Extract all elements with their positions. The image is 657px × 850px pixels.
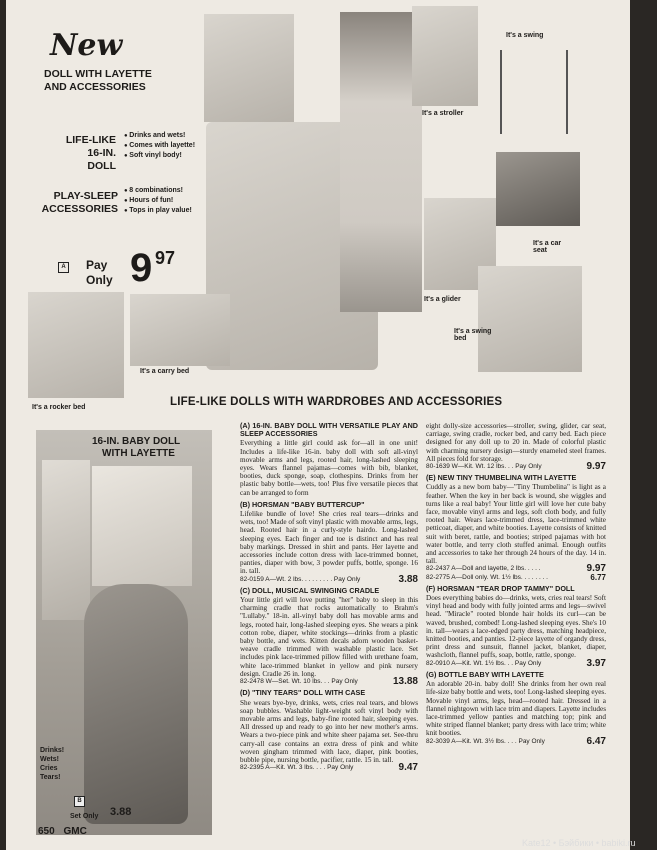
caption-car-seat: It's a car seat	[533, 240, 562, 254]
playsleep-bullets	[124, 186, 192, 216]
item-heading: (F) HORSMAN "TEAR DROP TAMMY" DOLL	[426, 583, 575, 593]
item-description: Lifelike bundle of love! She cries real tears—drinks and wets, too! Made of soft vinyl plastic with movable arms, legs, head. Rooted hair in a curly-style hairdo. Long-lashed sleeping eyes. Each finger and toe is distinct and has real baby markings. Dressed in shirt and pants. Her layette and accessories include cotton dress with lace-trimmed bonnet, panties, diaper with bow, 3 powder puffs, bottle, sponge. 16 in. tall.	[240, 510, 418, 576]
item-price-line	[240, 678, 418, 686]
price-cents: 97	[155, 248, 176, 268]
lifelike-bullets	[124, 131, 195, 161]
set-only-label: Set Only	[70, 813, 99, 820]
item-price-line	[240, 573, 418, 585]
carry-bed-photo	[130, 294, 230, 366]
item-f	[426, 585, 606, 668]
bullet: ● Hours of fun!	[124, 196, 192, 206]
item-c	[240, 587, 418, 686]
order-number: 82-2775 A—Doll only. Wt. 1½ lbs. . . . . . . .	[426, 573, 548, 581]
item-price-line	[426, 463, 606, 471]
item-description: She wears bye-bye, drinks, wets, cries real tears, and blows soap bubbles. Washable light-weight soft vinyl body with movable arms and legs, baby-fine rooted hair, sleeping eyes. All dressed up and ready to go into her new mother's arms. Wears a two-piece pink and white sheer pajama set. See-thru carry-all case contains an extra dress of pink and white woven gingham trimmed with lace, diaper, pink booties, bubble pipe, nursing bottle, pacifier, rattle. 15 in. tall.	[240, 698, 418, 764]
playsleep-label-line2: ACCESSORIES	[41, 203, 118, 215]
item-heading: (D) "TINY TEARS" DOLL WITH CASE	[240, 688, 366, 698]
item-description: An adorable 20-in. baby doll! She drinks from her own real life-size baby bottle and wets, too! Long-lashed sleeping eyes. Movable vinyl arms, legs, head—rooted hair. Dressed in a flannel nightgown with lace trim and diapers. Layette includes lace-trimmed yellow panties and matching top; pink and white striped flannel blanket; party dress with lace trim; white knit booties.	[426, 680, 606, 738]
layette-items-photo	[204, 14, 294, 122]
item-heading: (A) 16-IN. BABY DOLL WITH VERSATILE PLAY AND SLEEP ACCESSORIES	[240, 421, 418, 439]
item-badge-b: B	[74, 796, 85, 807]
car-seat-photo	[496, 152, 580, 226]
item-a-continued	[426, 422, 606, 471]
item-price: 9.97	[586, 461, 606, 473]
lifelike-label	[60, 134, 116, 173]
page-number: 650	[38, 826, 55, 837]
pay-text: Pay	[86, 258, 108, 272]
item-description: eight dolly-size accessories—stroller, swing, glider, car seat, carriage, swing cradle, rocker bed, and carry bed. Each piece designed for any doll up to 20 in. Made of colorful plastic with charming nursery design—sturdy enameled steel frames. All pieces fold for storage.	[426, 422, 606, 463]
page-footer	[38, 826, 87, 837]
item-heading: (E) NEW TINY THUMBELINA WITH LAYETTE	[426, 473, 577, 483]
caption-glider: It's a glider	[424, 296, 461, 303]
item-badge-a: A	[58, 262, 69, 273]
cries-line4: Tears!	[40, 774, 61, 781]
section-title: LIFE-LIKE DOLLS WITH WARDROBES AND ACCESSORIES	[170, 396, 503, 408]
item-price-line	[426, 657, 606, 669]
item-price: 9.47	[398, 762, 418, 774]
cries-line1: Drinks!	[40, 747, 65, 754]
item-description: Cuddly as a new born baby—"Tiny Thumbelina" is light as a feather. When the key in her back is wound, she wiggles and turns like a real baby! Your little girl will love her cute baby face, movable vinyl arms and legs, soft cloth body, and fully rooted hair. Wears lace-trimmed dress, lace-trimmed white petticoat, diaper, and white booties. Layette consists of knitted suit with beret, rattle, and booties; striped pajamas with hot water bottle, and terry cloth stuffed animal. Enough outfits and accessories to take her through 24 hours of the day. 14 in. tall.	[426, 483, 606, 566]
order-number: 82-2437 A—Doll and layette, 2 lbs. . . . .	[426, 565, 541, 573]
rocker-bed-photo	[28, 292, 124, 398]
bonnet-outfit-photo	[42, 460, 90, 620]
item-description: Your little girl will love putting "her" baby to sleep in this charming cradle that rocks automatically to Brahm's "Lullaby." 18-in. all-vinyl baby doll has movable arms and legs, rooted hair, long-lashed sleeping eyes. She wears a pink cotton robe, diaper, white stockings—drinks from a plastic baby bottle, and wets. Kitten decals adorn wooden basket-weave cradle trimmed with washable plastic lace. Set includes pink lace-trimmed pillow filled with urethane foam, white lace-trimmed blanket in yellow and pink nursery design. Cradle 26 in. long.	[240, 596, 418, 678]
item-column-2	[426, 422, 606, 746]
stroller-photo	[412, 6, 478, 106]
bullet: ● Comes with layette!	[124, 141, 195, 151]
brand-name: GMC	[63, 826, 87, 837]
cries-line3: Cries	[40, 765, 58, 772]
title-line1: DOLL WITH LAYETTE	[44, 68, 152, 80]
item-price: 3.97	[586, 657, 606, 669]
caption-carry-bed: It's a carry bed	[140, 368, 190, 375]
item-d	[240, 689, 418, 772]
drinks-wets-cries-label	[40, 746, 64, 782]
cries-line2: Wets!	[40, 756, 59, 763]
lifelike-label-line1: LIFE-LIKE	[65, 134, 116, 146]
order-number: 82-3039 A—Kit. Wt. 3½ lbs. . . . Pay Only	[426, 737, 545, 745]
swing-bed-photo	[478, 266, 582, 372]
title-line2: AND ACCESSORIES	[44, 81, 146, 93]
photo-title-line1: 16-IN. BABY DOLL	[92, 436, 181, 447]
item-price: 6.47	[586, 735, 606, 747]
item-price-line	[426, 565, 606, 573]
order-number: 80-1639 W—Kit. Wt. 12 lbs. . . Pay Only	[426, 463, 542, 471]
set-only-price: 3.88	[110, 806, 132, 818]
item-price-line	[426, 735, 606, 747]
caption-stroller: It's a stroller	[422, 110, 464, 117]
order-number: 82-0159 A—Wt. 2 lbs. . . . . . . . . Pay Only	[240, 575, 361, 583]
only-text: Only	[86, 273, 113, 287]
item-heading: (B) HORSMAN "BABY BUTTERCUP"	[240, 499, 365, 509]
girl-photo	[340, 12, 422, 312]
lifelike-label-line2: 16-IN. DOLL	[87, 147, 116, 172]
bullet: ● Tops in play value!	[124, 206, 192, 216]
bullet: ● Drinks and wets!	[124, 131, 195, 141]
pay-only-label	[86, 258, 113, 288]
order-number: 82-0910 A—Kit. Wt. 1½ lbs. . . Pay Only	[426, 659, 542, 667]
doll-layette-title	[44, 68, 152, 94]
bullet: ● 8 combinations!	[124, 186, 192, 196]
catalog-page	[6, 0, 630, 850]
item-e	[426, 474, 606, 582]
item-price-line-2	[426, 574, 606, 582]
photo-title-line2: WITH LAYETTE	[102, 448, 175, 459]
item-price: 6.77	[590, 572, 606, 582]
baby-doll-layette-photo	[36, 430, 212, 835]
watermark: Kate12 • Бэйбики • babiki.ru	[522, 838, 636, 848]
order-number: 82-2395 A—Kit. Wt. 3 lbs. . . . Pay Only	[240, 764, 354, 772]
item-g	[426, 671, 606, 746]
item-price: 13.88	[392, 676, 418, 688]
price-dollars: 9	[130, 246, 153, 290]
item-heading: (G) BOTTLE BABY WITH LAYETTE	[426, 669, 544, 679]
item-price: 3.88	[398, 573, 418, 585]
caption-rocker-bed: It's a rocker bed	[32, 404, 86, 411]
photo-title	[92, 436, 180, 460]
item-b	[240, 501, 418, 584]
item-a	[240, 422, 418, 497]
playsleep-label-line1: PLAY-SLEEP	[53, 190, 118, 202]
caption-swing-bed: It's a swing bed	[454, 328, 492, 342]
item-price: 9.97	[586, 563, 606, 575]
order-number: 82-2478 W—Set. Wt. 10 lbs. . . Pay Only	[240, 678, 358, 686]
dress-photo	[92, 466, 192, 586]
caption-swing: It's a swing	[506, 32, 544, 39]
item-price-line	[240, 764, 418, 772]
new-headline: New	[50, 28, 123, 63]
item-column-1	[240, 422, 418, 772]
item-heading: (C) DOLL, MUSICAL SWINGING CRADLE	[240, 585, 380, 595]
bullet: ● Soft vinyl body!	[124, 151, 195, 161]
baby-doll-photo	[84, 584, 188, 824]
item-description: Everything a little girl could ask for—all in one unit! Includes a life-like 16-in. baby doll with soft all-vinyl movable arms and legs, rooted hair, long-lashed sleeping eyes. Wears flannel pajamas—comes with bib, blanket, booties, duck sponge, soap, clothespins. Drinks from her plastic baby bottle—wets, too! Plus five versatile pieces that can be arranged to form	[240, 439, 418, 497]
playsleep-label	[40, 190, 118, 216]
item-description: Does everything babies do—drinks, wets, cries real tears! Soft vinyl head and body with fully jointed arms and legs—swivel head. "Miracle" rooted blonde hair holds its curl—can be waved, brushed, combed! Long-lashed sleeping eyes. She's 10 in. tall—wears a lace-edged party dress, matching headpiece, knitted booties, and panties. 12-piece layette of organdy dress, print dress and sunsuit, flannel jacket, blanket, diaper, washcloth, flannel puffs, soap, bottle, rattle, sponge.	[426, 594, 606, 660]
swing-photo	[500, 50, 568, 134]
